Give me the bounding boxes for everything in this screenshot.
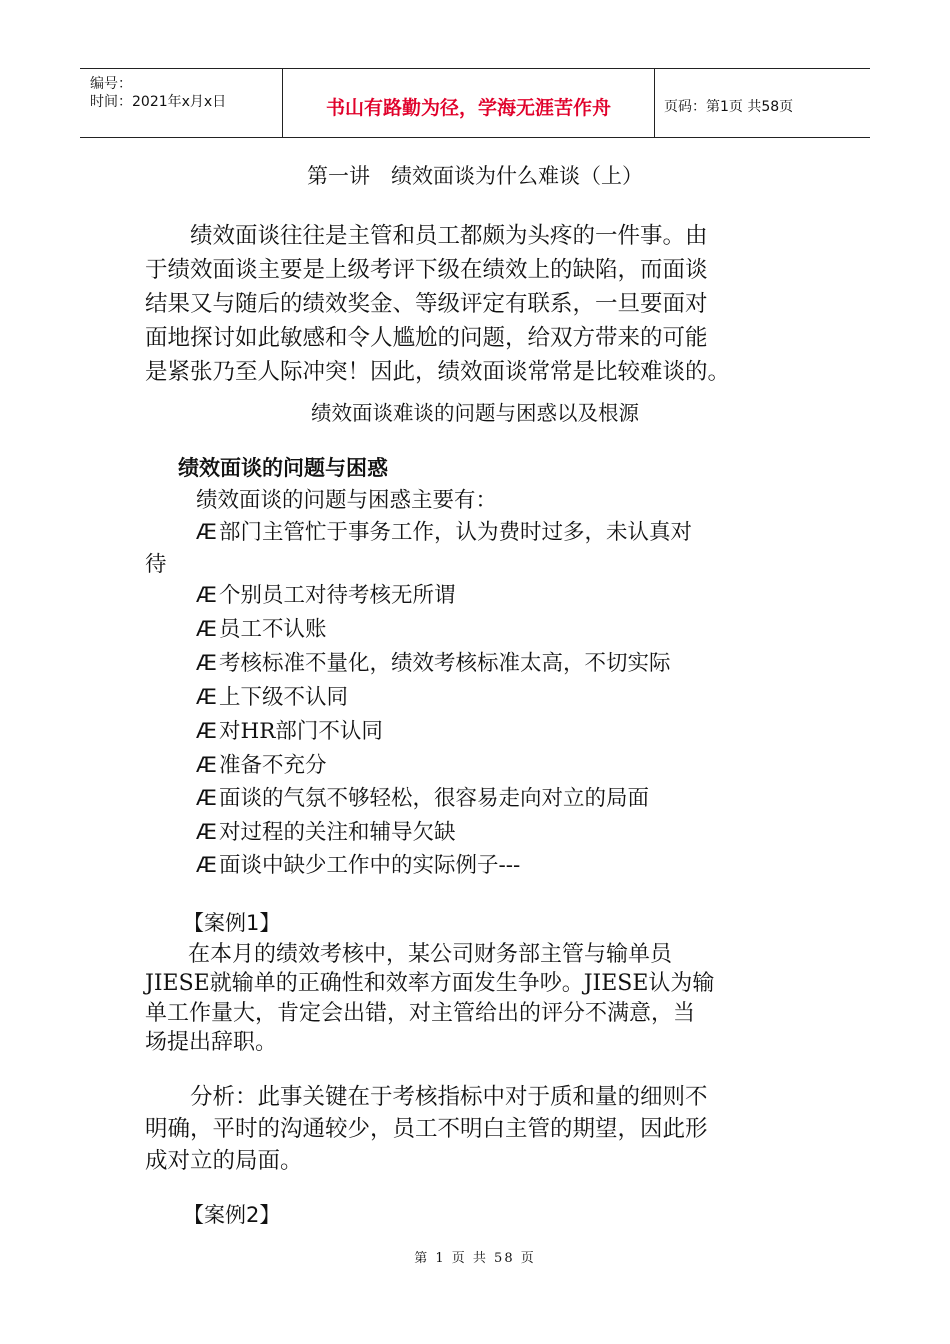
analysis-line: 明确，平时的沟通较少，员工不明白主管的期望，因此形 [145, 1116, 708, 1142]
header-motto-cell [283, 69, 655, 137]
bullet-marker: Æ [196, 685, 217, 710]
intro-line: 面地探讨如此敏感和令人尴尬的问题，给双方带来的可能 [145, 325, 708, 351]
list-intro: 绩效面谈的问题与困惑主要有： [196, 488, 498, 513]
bullet-marker: Æ [196, 820, 217, 845]
list-item [196, 848, 520, 879]
case1-line: 在本月的绩效考核中，某公司财务部主管与输单员 [166, 942, 673, 967]
header-page-cell [655, 69, 870, 137]
lecture-title: 第一讲 绩效面谈为什么难谈（上） [307, 164, 643, 188]
case2-label: 【案例2】 [183, 1203, 281, 1227]
list-item-text: 部门主管忙于事务工作，认为费时过多，未认真对 [218, 520, 692, 545]
case1-line: 单工作量大，肯定会出错，对主管给出的评分不满意，当 [145, 1001, 696, 1026]
header-meta-cell [80, 69, 283, 137]
case1-line: 场提出辞职。 [145, 1030, 278, 1055]
case1-label: 【案例1】 [183, 911, 281, 935]
list-item-text: 个别员工对待考核无所谓 [218, 583, 456, 608]
list-item-text: 员工不认账 [218, 617, 327, 642]
list-item [196, 714, 383, 745]
bullet-marker: Æ [196, 583, 217, 608]
header-page-info: 页码：第1页 共58页 [664, 99, 794, 115]
list-item [196, 748, 326, 779]
bullet-marker: Æ [196, 617, 217, 642]
section-title: 绩效面谈难谈的问题与困惑以及根源 [311, 401, 639, 425]
list-item [196, 781, 649, 812]
bullet-marker: Æ [196, 651, 217, 676]
list-item-text: 面谈中缺少工作中的实际例子--- [218, 853, 521, 878]
analysis-line: 成对立的局面。 [145, 1148, 303, 1174]
time-label: 时间：2021年x月x日 [90, 94, 227, 110]
intro-line: 是紧张乃至人际冲突！因此，绩效面谈常常是比较难谈的。 [145, 359, 731, 385]
intro-line: 绩效面谈往往是主管和员工都颇为头疼的一件事。由 [145, 223, 708, 249]
list-item-text: 上下级不认同 [218, 685, 348, 710]
list-item-text: 对HR部门不认同 [218, 719, 383, 744]
bullet-marker: Æ [196, 853, 217, 878]
list-item-text: 对过程的关注和辅导欠缺 [218, 820, 456, 845]
subhead: 绩效面谈的问题与困惑 [178, 456, 388, 480]
list-item-text: 考核标准不量化，绩效考核标准太高，不切实际 [218, 651, 671, 676]
bullet-marker: Æ [196, 520, 217, 545]
bullet-marker: Æ [196, 786, 217, 811]
list-item [196, 612, 326, 643]
case1-line: JIESE就输单的正确性和效率方面发生争吵。JIESE认为输 [145, 971, 715, 996]
list-item [196, 578, 455, 609]
list-item-text: 准备不充分 [218, 753, 327, 778]
intro-line: 结果又与随后的绩效奖金、等级评定有联系，一旦要面对 [145, 291, 708, 317]
bullet-marker: Æ [196, 753, 217, 778]
page-header [80, 68, 870, 138]
intro-line: 于绩效面谈主要是上级考评下级在绩效上的缺陷，而面谈 [145, 257, 708, 283]
header-motto: 书山有路勤为径，学海无涯苦作舟 [325, 97, 611, 119]
number-label: 编号： [90, 76, 132, 92]
list-item-wrap: 待 [145, 552, 167, 577]
analysis-line: 分析：此事关键在于考核指标中对于质和量的细则不 [145, 1084, 708, 1110]
list-item-text: 面谈的气氛不够轻松，很容易走向对立的局面 [218, 786, 649, 811]
list-item [196, 515, 692, 546]
list-item [196, 646, 670, 677]
list-item [196, 815, 455, 846]
list-item [196, 680, 348, 711]
page-footer: 第 1 页 共 58 页 [414, 1251, 536, 1266]
bullet-marker: Æ [196, 719, 217, 744]
